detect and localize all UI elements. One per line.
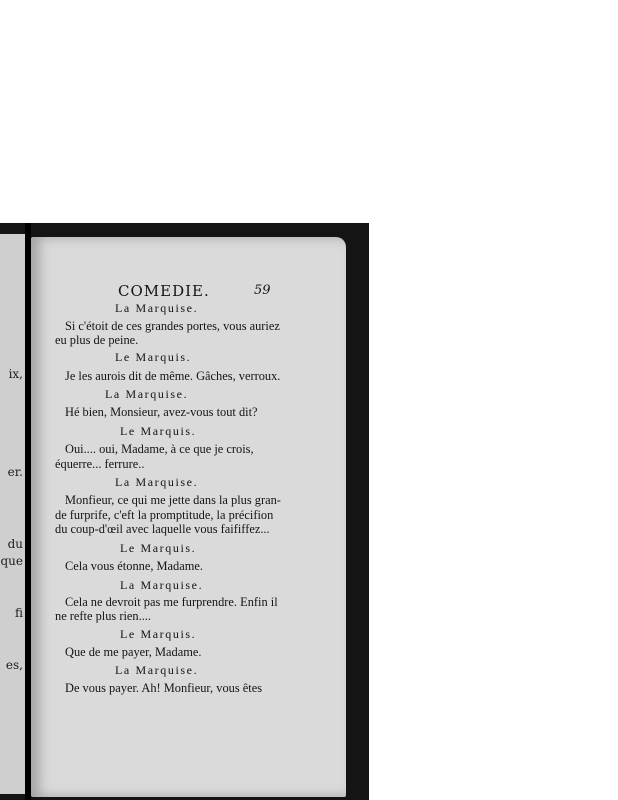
text-line: ne refte plus rien.... bbox=[55, 609, 151, 623]
speaker-heading: La Marquise. bbox=[105, 387, 189, 401]
right-page bbox=[31, 237, 346, 797]
text-line: équerre... ferrure.. bbox=[55, 457, 145, 471]
speaker-heading: Le Marquis. bbox=[120, 627, 197, 641]
left-page-fragment: fi bbox=[14, 606, 23, 620]
page-number: 59 bbox=[254, 283, 271, 298]
left-page-fragment: que bbox=[0, 554, 23, 568]
left-page bbox=[0, 234, 27, 794]
speaker-heading: La Marquise. bbox=[115, 663, 199, 677]
text-line: Cela vous étonne, Madame. bbox=[65, 559, 203, 573]
text-line: Cela ne devroit pas me furprendre. Enfin il bbox=[65, 595, 278, 609]
book-scan bbox=[0, 223, 369, 800]
speaker-heading: La Marquise. bbox=[120, 578, 204, 592]
speaker-heading: La Marquise. bbox=[115, 301, 199, 315]
left-page-fragment: ix, bbox=[8, 367, 23, 381]
left-page-fragment: du bbox=[7, 537, 23, 551]
text-line: du coup-d'œil avec laquelle vous faififfez... bbox=[55, 522, 270, 536]
left-page-fragment: er. bbox=[7, 465, 23, 479]
running-head: COMEDIE. bbox=[118, 282, 210, 300]
left-page-fragment: es, bbox=[5, 658, 23, 672]
speaker-heading: Le Marquis. bbox=[120, 424, 197, 438]
speaker-heading: Le Marquis. bbox=[115, 350, 192, 364]
text-line: De vous payer. Ah! Monfieur, vous êtes bbox=[65, 681, 263, 695]
text-line: Si c'étoit de ces grandes portes, vous auriez bbox=[65, 319, 280, 333]
text-line: Je les aurois dit de même. Gâches, verroux. bbox=[65, 369, 281, 383]
text-line: eu plus de peine. bbox=[55, 333, 139, 347]
speaker-heading: Le Marquis. bbox=[120, 541, 197, 555]
text-line: Monfieur, ce qui me jette dans la plus gran- bbox=[65, 493, 281, 507]
text-line: Oui.... oui, Madame, à ce que je crois, bbox=[65, 442, 254, 456]
text-line: Que de me payer, Madame. bbox=[65, 645, 202, 659]
speaker-heading: La Marquise. bbox=[115, 475, 199, 489]
text-line: de furprife, c'eft la promptitude, la précifion bbox=[55, 508, 274, 522]
text-line: Hé bien, Monsieur, avez-vous tout dit? bbox=[65, 405, 258, 419]
